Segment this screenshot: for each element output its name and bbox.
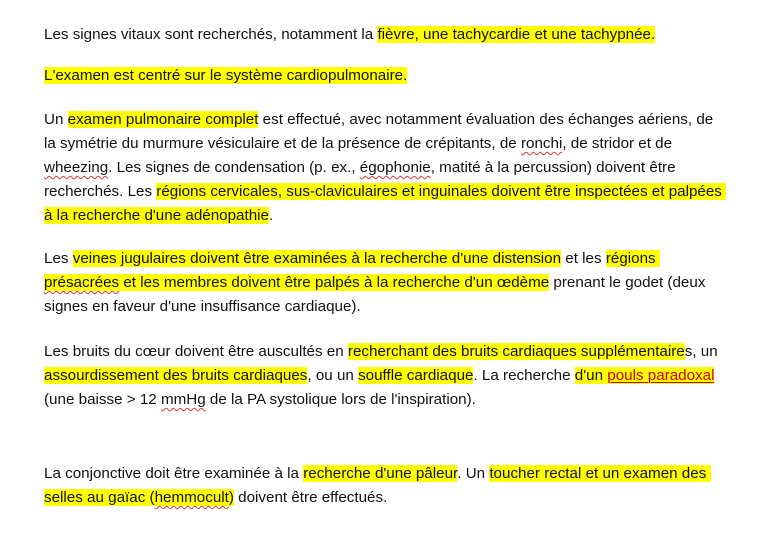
text-run: doivent être effectués. <box>233 489 388 506</box>
text-run: s, un <box>684 343 722 360</box>
text-run: (une baisse > 12 <box>44 367 719 408</box>
highlighted-text: recherche d'une pâleur <box>303 465 458 482</box>
text-run: , matité à la percussion) doivent être recherchés. Les <box>44 159 680 200</box>
text-run: , de stridor et de <box>562 135 677 152</box>
text-run: est effectué, avec notamment évaluation des échanges aériens, de la symétrie du murmure vésiculaire et de la présence de crépitants, de <box>44 111 718 152</box>
text-run: . Un <box>457 465 490 482</box>
spellcheck-flagged-word: ronchi <box>520 135 563 152</box>
highlighted-text: souffle cardiaque <box>358 367 474 384</box>
spellcheck-flagged-word: présacrées <box>44 274 120 291</box>
text-run: . Les signes de condensation (p. ex., <box>108 159 360 176</box>
paragraph-cardiopulmonary-focus <box>44 64 724 88</box>
highlighted-text: L'examen est centré sur le système cardiopulmonaire. <box>44 67 408 84</box>
spellcheck-flagged-word: mmHg <box>160 391 206 408</box>
highlighted-text: ) <box>228 489 234 506</box>
paragraph-vital-signs <box>44 23 724 47</box>
text-run: . <box>268 207 274 224</box>
highlighted-text: d'un <box>574 367 608 384</box>
paragraph-pulmonary-exam <box>44 108 727 228</box>
text-run: Les bruits du cœur doivent être auscultés en <box>44 343 348 360</box>
highlighted-text: régions <box>605 250 660 267</box>
text-run: La conjonctive doit être examinée à la <box>44 465 304 482</box>
text-run: . La recherche <box>473 367 575 384</box>
highlighted-text: examen pulmonaire complet <box>67 111 259 128</box>
text-run: et les <box>561 250 606 267</box>
text-run: de la PA systolique lors de l'inspiration). <box>205 391 476 408</box>
highlighted-text: toucher rectal et un examen des selles au gaïac ( <box>44 465 711 506</box>
highlighted-text: veines jugulaires doivent être examinées à la recherche d'une distension <box>72 250 562 267</box>
highlighted-text: et les membres doivent être palpés à la recherche d'un œdème <box>119 274 550 291</box>
spellcheck-flagged-word: wheezing <box>44 159 109 176</box>
highlighted-text: assourdissement des bruits cardiaques <box>44 367 308 384</box>
highlighted-text: recherchant des bruits cardiaques supplémentaire <box>347 343 685 360</box>
text-run: Les signes vitaux sont recherchés, notamment la <box>44 26 378 43</box>
highlighted-text: régions cervicales, sus-claviculaires et inguinales doivent être inspectées et palpées à la recherche d'une adénopathie <box>44 183 727 224</box>
spellcheck-flagged-word: hemmocult <box>154 489 229 506</box>
text-run: prenant le godet (deux signes en faveur d'une insuffisance cardiaque). <box>44 274 710 315</box>
text-run: Les <box>44 250 73 267</box>
text-run: , ou un <box>307 367 359 384</box>
paragraph-conjunctiva-rectal <box>44 462 724 510</box>
paragraph-jugular-veins <box>44 247 724 319</box>
spellcheck-flagged-word: égophonie <box>359 159 431 176</box>
link-pouls-paradoxal[interactable]: pouls paradoxal <box>607 367 715 384</box>
text-run: Un <box>44 111 68 128</box>
paragraph-heart-sounds <box>44 340 724 412</box>
highlighted-text: fièvre, une tachycardie et une tachypnée. <box>377 26 656 43</box>
